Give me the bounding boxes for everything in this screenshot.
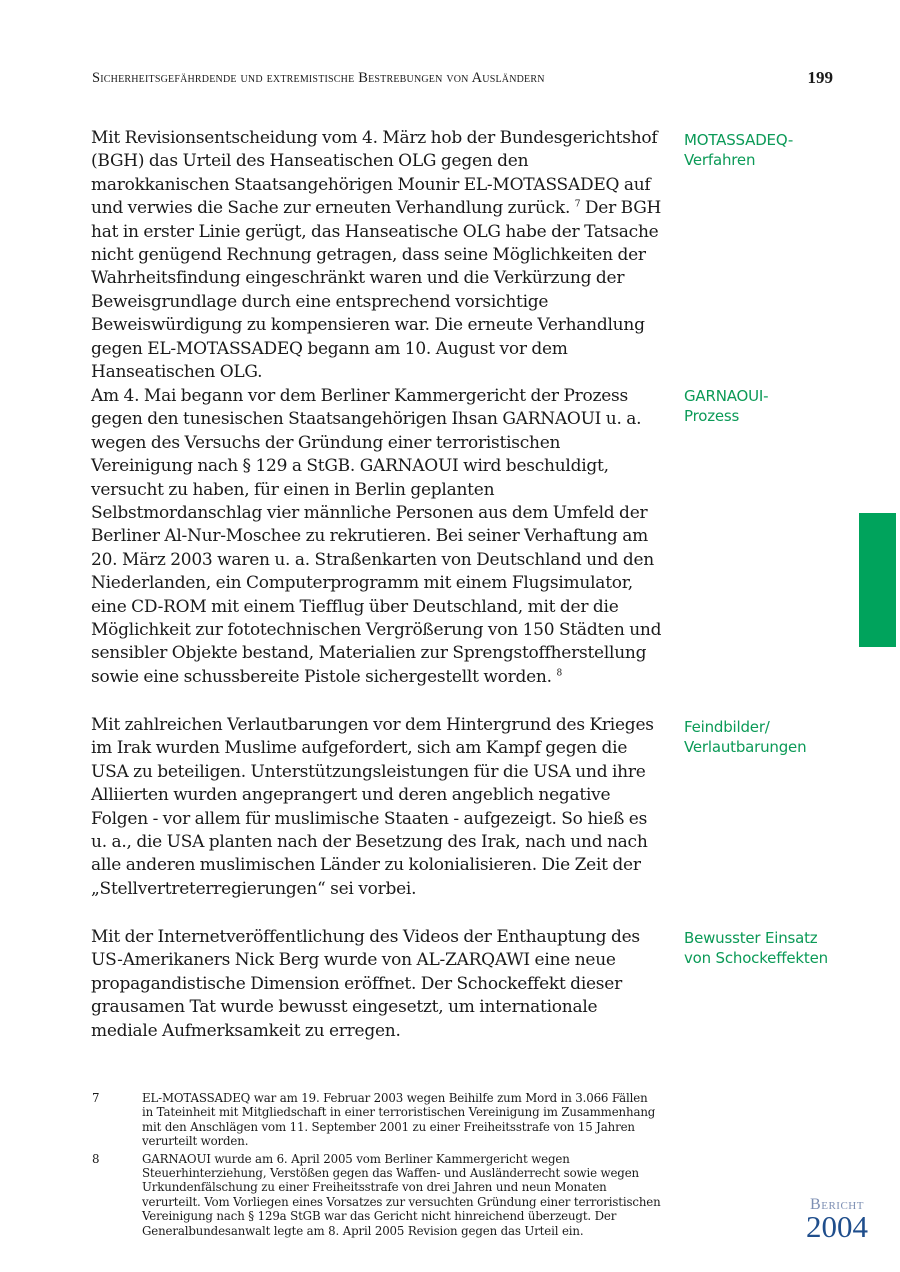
paragraph-text: Mit zahlreichen Verlautbarungen vor dem Hintergrund des Krieges im Irak wurden Muslime aufgefordert, sich am Kampf gegen die USA zu beteiligen. Unterstützungsleistungen für die USA und ihre Alliierten wurden angeprangert und deren angeblich negative Folgen - vor allem für muslimische Staaten - aufgezeigt. So hieß es u. a., die USA planten nach der Besetzung des Irak, nach und nach alle anderen muslimischen Länder zu kolonialisieren. Die Zeit der „Stellvertreterregierungen“ sei vorbei. <box>91 715 654 899</box>
paragraph-text: Am 4. Mai begann vor dem Berliner Kammergericht der Prozess gegen den tunesischen Staatsangehörigen Ihsan GARNAOUI u. a. wegen des Versuchs der Gründung einer terroristischen Vereinigung nach § 129 a StGB. GARNAOUI wird beschuldigt, versucht zu haben, für einen in Berlin geplanten Selbstmordanschlag vier männliche Personen aus dem Umfeld der Berliner Al-Nur-Moschee zu rekrutieren. Bei seiner Verhaftung am 20. März 2003 waren u. a. Straßenkarten von Deutschland und den Niederlanden, ein Computerprogramm mit einem Flugsimulator, eine CD-ROM mit einem Tiefflug über Deutschland, mit der die Möglichkeit zur fototechnischen Vergrößerung von 150 Städten und sensibler Objekte bestand, Materialien zur Sprengstoffherstellung sowie eine schussbereite Pistole sichergestellt worden. <box>91 386 662 687</box>
footnote <box>92 1091 662 1149</box>
paragraph-text: Mit Revisionsentscheidung vom 4. März hob der Bundesgerichtshof (BGH) das Urteil des Hanseatischen OLG gegen den marokkanischen Staatsangehörigen Mounir EL-MOTASSADEQ auf und verwies die Sache zur erneuten Verhandlung zurück. <box>91 128 658 219</box>
footnote-text: GARNAOUI wurde am 6. April 2005 vom Berliner Kammergericht wegen Steuerhinterziehung, Verstößen gegen das Waffen- und Ausländerrecht sowie wegen Urkundenfälschung zu einer Freiheitsstrafe von drei Jahren und neun Monaten verurteilt. Vom Vorliegen eines Vorsatzes zur versuchten Gründung einer terroristischen Vereinigung nach § 129a StGB war das Gericht nicht hinreichend überzeugt. Der Generalbundesanwalt legte am 8. April 2005 Revision gegen das Urteil ein. <box>142 1151 661 1238</box>
footnote-ref[interactable]: 7 <box>574 199 581 210</box>
report-logo <box>806 1196 868 1244</box>
margin-note-schockeffekte <box>684 928 884 968</box>
margin-note-line: Verfahren <box>684 151 756 169</box>
footnote <box>92 1152 662 1238</box>
running-title: Sicherheitsgefährdende und extremistische Bestrebungen von Ausländern <box>92 70 545 86</box>
margin-note-line: von Schockeffekten <box>684 949 828 967</box>
paragraph-text: Der BGH hat in erster Linie gerügt, das Hanseatische OLG habe der Tatsache nicht genügend Rechnung getragen, dass seine Möglichkeiten der Wahrheitsfindung eingeschränkt waren und die Verkürzung der Beweisgrundlage durch eine entsprechend vorsichtige Beweiswürdigung zu kompensieren war. Die erneute Verhandlung gegen EL-MOTASSADEQ begann am 10. August vor dem Hanseatischen OLG. <box>91 198 662 383</box>
chapter-tab-marker <box>859 513 896 647</box>
margin-note-line: MOTASSADEQ- <box>684 131 794 149</box>
margin-note-garnaoui <box>684 386 884 426</box>
footnote-ref[interactable]: 8 <box>556 668 562 679</box>
page-number: 199 <box>807 68 833 87</box>
paragraph-garnaoui <box>91 385 666 689</box>
margin-note-feindbilder <box>684 717 884 757</box>
paragraph-motassadeq <box>91 127 666 384</box>
report-year: 2004 <box>806 1209 868 1244</box>
margin-note-line: Feindbilder/ <box>684 718 770 736</box>
footnote-number: 8 <box>92 1151 100 1166</box>
footnote-number: 7 <box>92 1091 100 1105</box>
margin-note-line: GARNAOUI- <box>684 387 769 405</box>
paragraph-schockeffekte <box>91 926 666 1043</box>
margin-note-line: Bewusster Einsatz <box>684 929 818 947</box>
footnote-text: EL-MOTASSADEQ war am 19. Februar 2003 wegen Beihilfe zum Mord in 3.066 Fällen in Tateinheit mit Mitgliedschaft in einer terroristischen Vereinigung im Zusammenhang mit den Anschlägen vom 11. September 2001 zu einer Freiheitsstrafe von 15 Jahren verurteilt worden. <box>142 1091 656 1149</box>
report-label: Bericht <box>810 1196 864 1213</box>
margin-note-motassadeq <box>684 130 884 170</box>
footnotes <box>92 1091 662 1241</box>
margin-note-line: Prozess <box>684 407 740 425</box>
paragraph-text: Mit der Internetveröffentlichung des Videos der Enthauptung des US-Amerikaners Nick Berg wurde von AL-ZARQAWI eine neue propagandistische Dimension eröffnet. Der Schockeffekt dieser grausamen Tat wurde bewusst eingesetzt, um internationale mediale Aufmerksamkeit zu erregen. <box>91 927 640 1041</box>
margin-note-line: Verlautbarungen <box>684 738 807 756</box>
paragraph-feindbilder <box>91 714 666 901</box>
